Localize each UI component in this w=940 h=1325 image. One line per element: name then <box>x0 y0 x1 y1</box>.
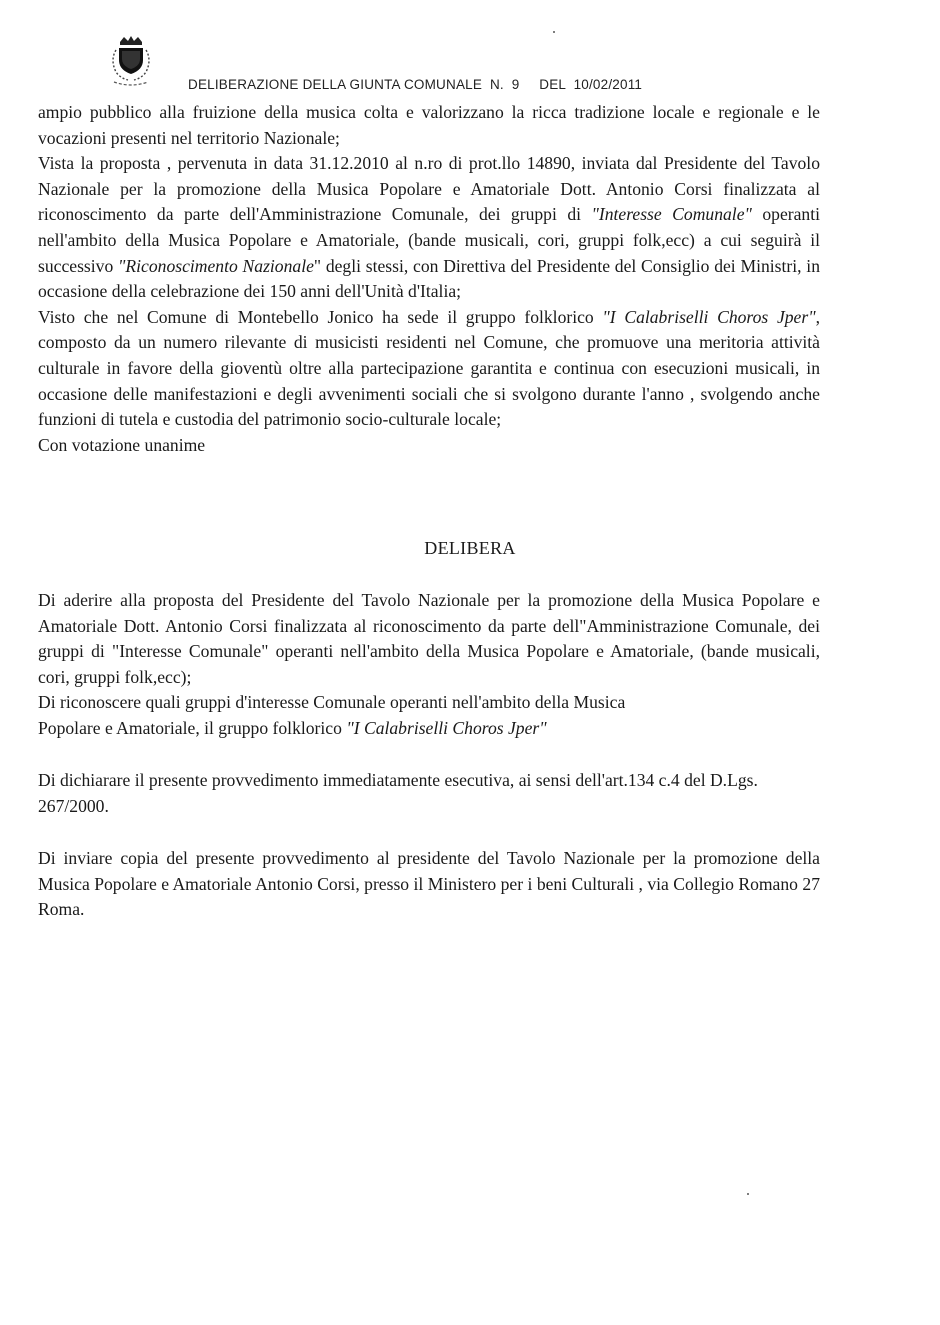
premise-text: " degli stessi, con Direttiva del Presidente del Consiglio dei Ministri, in occasione della celebrazione dei 150 anni dell'Unità d'Italia; <box>38 255 820 302</box>
decision-block <box>38 588 820 742</box>
premise-italic: "Riconoscimento Nazionale <box>118 255 314 276</box>
decision-paragraph: Di dichiarare il presente provvedimento immediatamente esecutiva, ai sensi dell'art.134 c.4 del D.Lgs. 267/2000. <box>38 770 758 816</box>
decision-block <box>38 768 798 819</box>
premise-paragraph <box>38 151 820 305</box>
scan-speck <box>747 1193 749 1195</box>
municipal-crest-icon <box>104 34 158 90</box>
decision-text: Di riconoscere quali gruppi d'interesse Comunale operanti nell'ambito della Musica <box>38 692 626 713</box>
vote-line: Con votazione unanime <box>38 434 206 455</box>
decision-text: Popolare e Amatoriale, il gruppo folklorico <box>38 717 347 738</box>
decision-paragraph: Di aderire alla proposta del Presidente del Tavolo Nazionale per la promozione della Musica Popolare e Amatoriale Dott. Antonio Corsi finalizzata al riconoscimento da parte dell"Amministrazione Comunale, dei gruppi di "Interesse Comunale" operanti nell'ambito della Musica Popolare e Amatoriale, (bande musicali, cori, gruppi folk,ecc); <box>38 590 820 687</box>
premise-italic: "Interesse Comunale" <box>591 204 752 225</box>
premise-text: operanti nell'ambito della Musica Popolare e Amatoriale, (bande musicali, cori, gruppi folk,ecc) a cui seguirà il successivo <box>38 204 820 276</box>
scan-speck <box>553 31 555 33</box>
header-number-label: N. <box>489 77 504 92</box>
decision-paragraph: Di inviare copia del presente provvedimento al presidente del Tavolo Nazionale per la promozione della Musica Popolare e Amatoriale Antonio Corsi, presso il Ministero per i beni Culturali , via Collegio Romano 27 Roma. <box>38 848 820 920</box>
premise-paragraph <box>38 305 820 433</box>
header-title: DELIBERAZIONE DELLA GIUNTA COMUNALE <box>188 77 483 92</box>
header-date-label: DEL <box>539 77 566 92</box>
section-title: DELIBERA <box>424 538 516 558</box>
premise-italic: "I Calabriselli Choros Jper" <box>602 306 816 327</box>
premise-text: Vista la proposta , pervenuta in data 31.12.2010 al n.ro di prot.llo 14890, inviata dal Presidente del Tavolo Nazionale per la promozione della Musica Popolare e Amatoriale Dott. Antonio Corsi finalizzata al riconoscimento da parte dell'Amministrazione Comunale, dei gruppi di <box>38 153 820 225</box>
decision-paragraph <box>38 690 820 741</box>
decision-italic: "I Calabriselli Choros Jper" <box>346 717 547 738</box>
premise-text: Visto che nel Comune di Montebello Jonico ha sede il gruppo folklorico <box>38 306 603 327</box>
premises-section <box>38 100 820 458</box>
document-header <box>188 77 642 92</box>
premise-paragraph: ampio pubblico alla fruizione della musica colta e valorizzano la ricca tradizione locale e regionale e le vocazioni presenti nel territorio Nazionale; <box>38 102 820 148</box>
header-date: 10/02/2011 <box>573 77 643 92</box>
header-number: 9 <box>511 77 520 92</box>
decision-block <box>38 846 820 923</box>
premise-text: , composto da un numero rilevante di musicisti residenti nel Comune, che promuove una meritoria attività culturale in favore della gioventù oltre alla partecipazione garantita e continua con esecuzioni musicali, in occasione delle manifestazioni e degli avvenimenti sociali che si svolgono durante l'anno , svolgendo anche funzioni di tutela e custodia del patrimonio socio-culturale locale; <box>38 306 820 430</box>
